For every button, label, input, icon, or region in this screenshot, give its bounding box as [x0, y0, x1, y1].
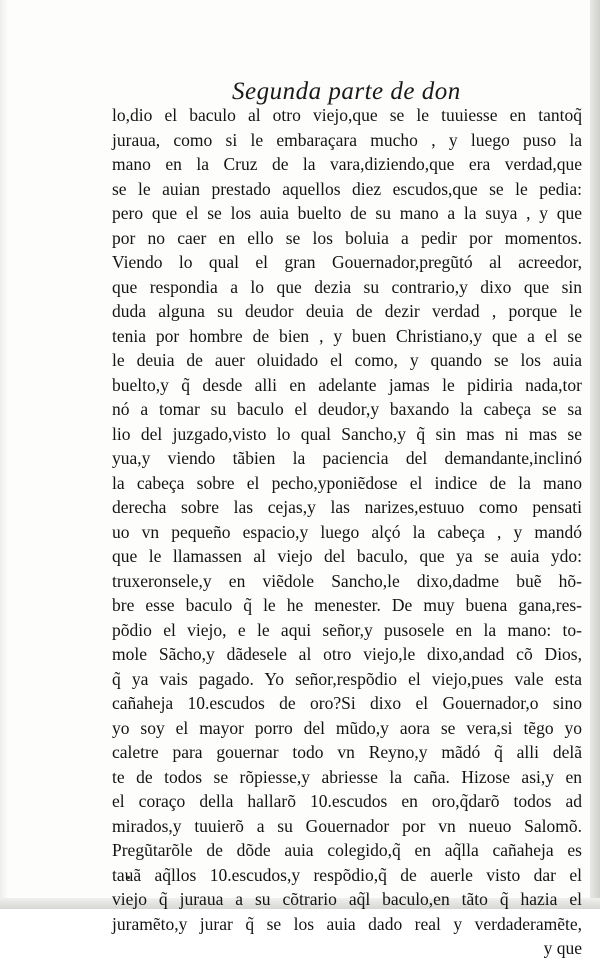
- text-line: caletre para gouernar todo vn Reyno,y mãdó q̃ alli delã: [112, 742, 582, 762]
- text-line: yo soy el mayor porro del mũdo,y aora se vera,si tẽgo yo: [112, 717, 582, 738]
- text-line: põdio el viejo, e le aqui señor,y pusosele en la mano: to-: [112, 619, 582, 640]
- page-gutter-shadow: [0, 0, 8, 909]
- text-line: que respondia a lo que dezia su contrario,y dixo que sin: [112, 276, 582, 297]
- text-line: que le llamassen al viejo del baculo, que ya se auia ydo:: [112, 546, 582, 566]
- body-text: [112, 103, 582, 961]
- text-line: mano en la Cruz de la vara,diziendo,que era verdad,que: [112, 154, 582, 174]
- text-line: juraua, como si le embaraçara mucho , y luego puso la: [112, 129, 582, 150]
- running-head: Segunda parte de don: [232, 78, 461, 105]
- text-line: q̃ ya vais pagado. Yo señor,respõdio el viejo,pues vale esta: [112, 668, 582, 689]
- text-line: yua,y viendo tãbien la paciencia del demandante,inclinó: [112, 448, 582, 468]
- text-line: bre esse baculo q̃ le he menester. De muy buena gana,res-: [112, 595, 582, 615]
- text-line: pero que el se los auia buelto de su mano a la suya , y que: [112, 203, 582, 223]
- page-edge-right: [590, 0, 600, 909]
- text-line: uo vn pequeño espacio,y luego alçó la cabeça , y mandó: [112, 521, 582, 542]
- text-line: cañaheja 10.escudos de oro?Si dixo el Gouernador,o sino: [112, 693, 582, 713]
- text-line: derecha sobre las cejas,y las narizes,estuuo como pensati: [112, 497, 582, 517]
- text-line: le deuia de auer oluidado el como, y quando se los auia: [112, 350, 582, 370]
- text-line: te de todos se rõpiesse,y abriesse la caña. Hizose asi,y en: [112, 766, 582, 787]
- text-line: y que: [543, 938, 582, 958]
- text-line: tauã aq̃llos 10.escudos,y respõdio,q̃ de auerle visto dar el: [112, 864, 582, 885]
- text-line: lo,dio el baculo al otro viejo,que se le tuuiesse en tantoq̃: [112, 105, 582, 125]
- text-line: el coraço della hallarõ 10.escudos en oro,q̃darõ todos ad: [112, 791, 582, 811]
- text-line: se le auian prestado aquellos diez escudos,que se le pedia:: [112, 178, 582, 199]
- text-line: Viendo lo qual el gran Gouernador,pregũtó al acreedor,: [112, 252, 582, 272]
- text-line: viejo q̃ juraua a su cõtrario aq̃l baculo,en tãto q̃ hazia el: [112, 889, 582, 909]
- text-line: duda alguna su deudor deuia de dezir verdad , porque le: [112, 301, 582, 321]
- text-line: truxeronsele,y en viẽdole Sancho,le dixo,dadme buẽ hõ-: [112, 570, 582, 591]
- text-line: lio del juzgado,visto lo qual Sancho,y q̃ sin mas ni mas se: [112, 423, 582, 444]
- text-line: mirados,y tuuierõ a su Gouernador por vn nueuo Salomõ.: [112, 815, 582, 836]
- text-line: por no caer en ello se los boluia a pedir por momentos.: [112, 227, 582, 248]
- text-line: tenia por hombre de bien , y buen Christiano,y que a el se: [112, 325, 582, 346]
- text-line: Pregũtarõle de dõde auia colegido,q̃ en aq̃lla cañaheja es: [112, 840, 582, 860]
- text-line: buelto,y q̃ desde alli en adelante jamas le pidiria nada,tor: [112, 374, 582, 395]
- text-line: juramẽto,y jurar q̃ se los auia dado real y verdaderamẽte,: [112, 913, 582, 934]
- text-line: la cabeça sobre el pecho,yponiẽdose el indice de la mano: [112, 472, 582, 493]
- text-line: mole Sãcho,y dãdesele al otro viejo,le dixo,andad cõ Dios,: [112, 644, 582, 664]
- text-line: nó a tomar su baculo el deudor,y baxando la cabeça se sa: [112, 399, 582, 419]
